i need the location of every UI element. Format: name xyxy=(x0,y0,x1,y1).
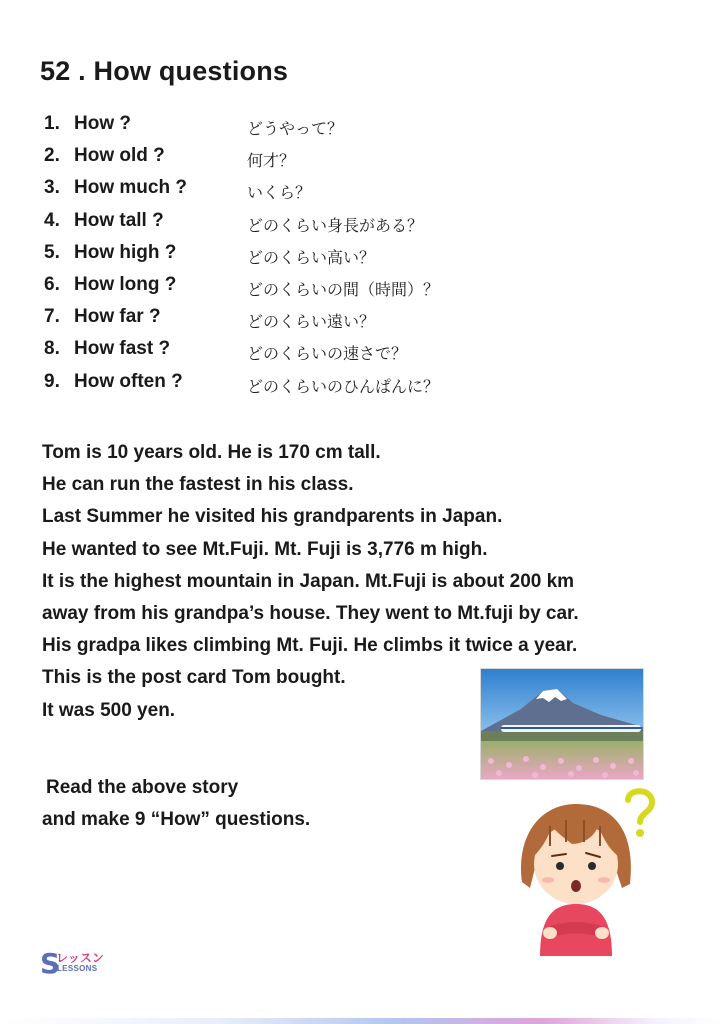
logo-english: LESSONS xyxy=(57,964,98,973)
logo-japanese: レッスン xyxy=(56,951,104,965)
thinking-girl-illustration xyxy=(510,786,670,956)
question-japanese: どうやって？ xyxy=(247,119,344,138)
question-english: How old ? xyxy=(74,145,165,167)
s-lessons-logo xyxy=(40,947,110,980)
question-item xyxy=(44,239,684,271)
instructions xyxy=(42,772,310,836)
question-english: How high ? xyxy=(74,241,177,263)
question-item xyxy=(44,207,684,239)
story-line: It was 500 yen. xyxy=(42,699,176,721)
question-english: How often ? xyxy=(74,370,183,392)
question-english: How ? xyxy=(74,113,131,134)
question-list xyxy=(44,110,684,400)
question-number: 1. xyxy=(44,113,60,134)
question-number: 6. xyxy=(44,273,60,295)
page-title: 52 . How questions xyxy=(40,56,289,86)
question-number: 9. xyxy=(44,370,60,392)
question-number: 7. xyxy=(44,306,60,328)
question-number: 2. xyxy=(44,145,60,167)
mt-fuji-illustration xyxy=(481,669,643,779)
question-english: How tall ? xyxy=(74,209,164,231)
question-number: 4. xyxy=(44,209,60,231)
question-item xyxy=(44,142,684,174)
question-japanese: どのくらい高い？ xyxy=(247,247,376,267)
story-line: It is the highest mountain in Japan. Mt.Fuji is about 200 km xyxy=(42,570,575,592)
question-english: How far ? xyxy=(74,306,161,328)
question-japanese: どのくらいのひんぱんに？ xyxy=(247,376,440,396)
question-japanese: いくら？ xyxy=(247,183,312,203)
question-item xyxy=(44,174,684,206)
question-item xyxy=(44,335,684,367)
question-item xyxy=(44,271,684,303)
question-english: How long ? xyxy=(74,273,177,295)
question-japanese: 何才？ xyxy=(247,151,296,171)
question-number: 8. xyxy=(44,338,60,360)
question-item xyxy=(44,110,684,142)
instruction-line: Read the above story xyxy=(46,777,239,798)
story-line: His gradpa likes climbing Mt. Fuji. He climbs it twice a year. xyxy=(42,635,578,657)
girl-with-question-mark-icon xyxy=(510,786,670,956)
bottom-decorative-bar xyxy=(0,1018,723,1024)
story-line: He can run the fastest in his class. xyxy=(42,474,354,496)
story-line: He wanted to see Mt.Fuji. Mt. Fuji is 3,776 m high. xyxy=(42,538,488,560)
question-english: How much ? xyxy=(74,177,187,199)
story-line: Tom is 10 years old. He is 170 cm tall. xyxy=(42,442,381,463)
question-japanese: どのくらい遠い？ xyxy=(247,312,376,332)
question-number: 3. xyxy=(44,177,60,199)
instruction-line: and make 9 “How” questions. xyxy=(42,809,311,830)
question-japanese: どのくらいの速さで？ xyxy=(247,344,408,364)
story-line: Last Summer he visited his grandparents in Japan. xyxy=(42,506,503,528)
question-number: 5. xyxy=(44,241,60,263)
question-english: How fast ? xyxy=(74,338,171,360)
story-line: This is the post card Tom bought. xyxy=(42,667,346,689)
question-japanese: どのくらいの間（時間）？ xyxy=(247,279,440,299)
question-japanese: どのくらい身長がある？ xyxy=(247,215,424,235)
question-item xyxy=(44,303,684,335)
story-line: away from his grandpa’s house. They went to Mt.fuji by car. xyxy=(42,602,579,624)
logo-letter: S xyxy=(40,947,61,980)
question-item xyxy=(44,368,684,400)
mt-fuji-postcard-image xyxy=(480,668,644,780)
